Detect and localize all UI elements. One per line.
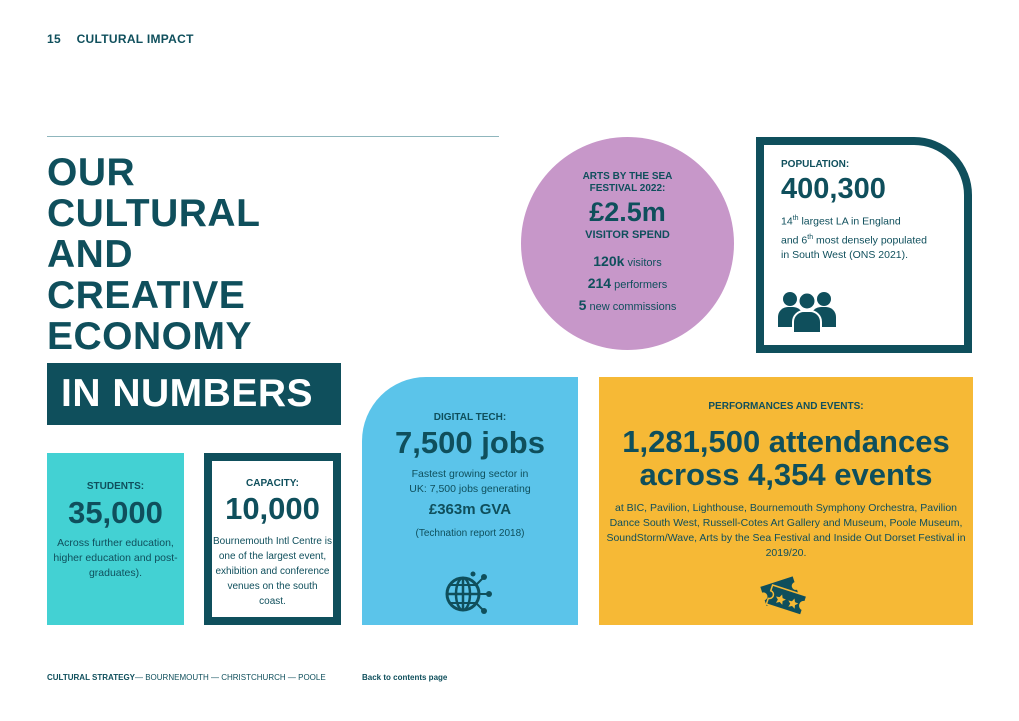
capacity-value: 10,000 [225, 491, 320, 526]
students-value: 35,000 [68, 495, 163, 530]
stat-number: 120k [593, 253, 625, 269]
digital-source: (Technation report 2018) [415, 528, 525, 539]
population-line [781, 230, 964, 249]
people-group-icon [778, 287, 836, 333]
stat-unit: new commissions [589, 301, 677, 313]
rank-number: 14 [781, 215, 793, 228]
rank-suffix: th [792, 215, 799, 222]
students-text: Across further education, higher education and post-graduates). [53, 537, 178, 579]
population-line-text: and 6 [781, 234, 808, 246]
tickets-icon [758, 570, 810, 620]
population-text [781, 211, 964, 263]
population-value: 400,300 [781, 173, 886, 205]
arts-stat [521, 295, 734, 317]
attendances-line: 1,281,500 attendances [622, 424, 950, 459]
header-divider [47, 136, 499, 137]
title-line: ECONOMY [47, 315, 253, 358]
title-line: AND [47, 233, 133, 276]
arts-stat [521, 273, 734, 295]
digital-text: Fastest growing sector in UK: 7,500 jobs generating [409, 468, 531, 495]
students-card [47, 453, 184, 625]
title-line: CULTURAL [47, 192, 261, 235]
performances-value [599, 425, 973, 491]
page-title [47, 152, 347, 357]
students-label: STUDENTS: [86, 481, 145, 492]
stat-unit: visitors [627, 257, 662, 269]
events-line: across 4,354 events [639, 457, 933, 492]
arts-sub: VISITOR SPEND [585, 229, 670, 241]
population-line-text: most densely populated [813, 234, 927, 246]
capacity-label: CAPACITY: [246, 478, 299, 489]
population-line-text: largest LA in England [798, 215, 901, 228]
globe-network-icon [443, 570, 493, 614]
performances-label: PERFORMANCES AND EVENTS: [708, 401, 864, 412]
stat-number: 214 [587, 275, 612, 291]
arts-festival-circle [521, 137, 734, 350]
arts-stat [521, 251, 734, 273]
arts-stats [521, 251, 734, 317]
section-title: CULTURAL IMPACT [76, 32, 194, 46]
title-line: OUR [47, 151, 136, 194]
digital-label: DIGITAL TECH: [433, 412, 507, 423]
arts-value: £2.5m [589, 197, 666, 227]
title-highlight: IN NUMBERS [47, 363, 341, 425]
population-label: POPULATION: [781, 159, 850, 170]
footer-strategy-bold: CULTURAL STRATEGY [47, 673, 135, 682]
arts-label-line: ARTS BY THE SEA [582, 171, 673, 182]
digital-value: 7,500 jobs [395, 425, 545, 460]
capacity-card [204, 453, 341, 625]
population-line [781, 211, 964, 230]
capacity-text: Bournemouth Intl Centre is one of the largest event, exhibition and conference venues on the south coast. [213, 536, 332, 607]
arts-label-line: FESTIVAL 2022: [589, 183, 666, 194]
population-line: in South West (ONS 2021). [781, 249, 909, 261]
footer-strategy-places: — BOURNEMOUTH — CHRISTCHURCH — POOLE [135, 673, 326, 682]
rank-suffix: th [807, 233, 814, 241]
footer-strategy [47, 673, 326, 682]
back-to-contents-link[interactable]: Back to contents page [362, 673, 448, 682]
digital-gva: £363m GVA [428, 501, 512, 518]
page-header [47, 32, 194, 46]
stat-number: 5 [578, 297, 587, 313]
arts-label [521, 171, 734, 195]
performances-text: at BIC, Pavilion, Lighthouse, Bournemouth Symphony Orchestra, Pavilion Dance South West, Russell-Cotes Art Gallery and Museum, Poole Museum, SoundStorm/Wave, Arts by the Sea Festival and Inside Out Dorset Festival in 2019/20. [606, 502, 966, 559]
stat-unit: performers [614, 279, 668, 291]
title-line: CREATIVE [47, 274, 246, 317]
page-number: 15 [47, 32, 61, 46]
